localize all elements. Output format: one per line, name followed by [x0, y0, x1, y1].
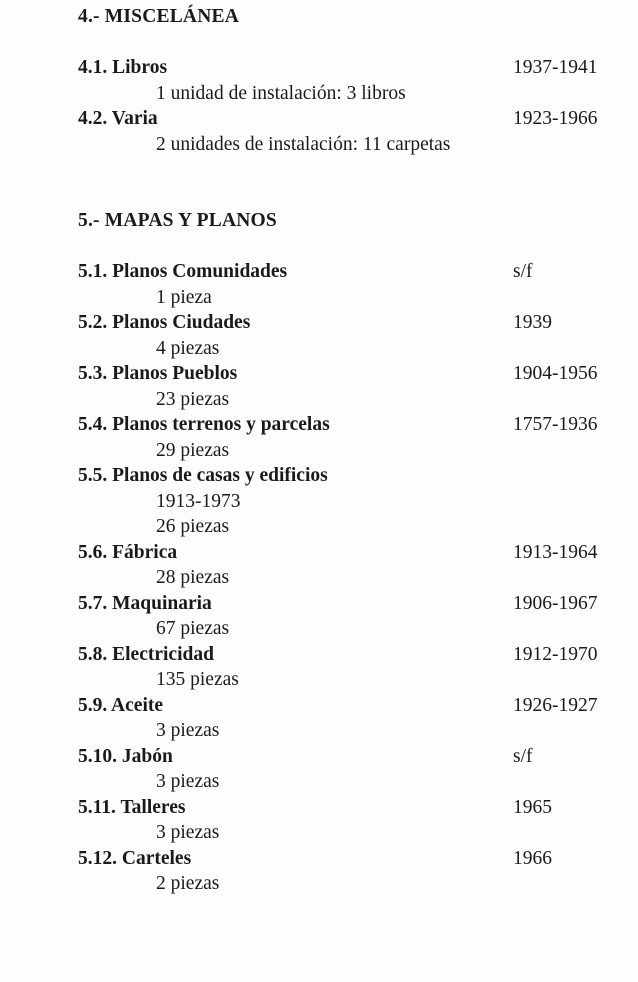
entry-row	[78, 310, 628, 336]
entry-date: 1966	[513, 847, 552, 869]
entry-date: 1926-1927	[513, 694, 598, 716]
entry-row	[78, 463, 628, 489]
entry-date: s/f	[513, 745, 533, 767]
entry-row	[78, 795, 628, 821]
entry-date: 1939	[513, 312, 552, 333]
inventory-section	[78, 208, 628, 897]
entry-date: 1906-1967	[513, 592, 598, 614]
entry-row	[78, 744, 628, 770]
entry-detail: 29 piezas	[156, 439, 230, 461]
entry-detail: 2 unidades de instalación: 11 carpetas	[156, 133, 451, 155]
entry-title: 5.9. Aceite	[78, 694, 164, 716]
entry-row	[78, 693, 628, 719]
entry-title: 5.1. Planos Comunidades	[78, 261, 288, 282]
entry-date: 1913-1964	[513, 541, 598, 563]
inventory-section	[78, 4, 628, 157]
entry-detail: 4 piezas	[156, 337, 220, 359]
entry-row	[78, 259, 628, 285]
entry-title: 5.6. Fábrica	[78, 541, 178, 563]
entry-date: 1904-1956	[513, 363, 598, 384]
entry-detail: 28 piezas	[156, 567, 230, 588]
entry-title: 5.7. Maquinaria	[78, 592, 212, 614]
entry-title: 5.11. Talleres	[78, 796, 186, 818]
entry-row	[78, 361, 628, 387]
entry-row	[78, 540, 628, 566]
entry-detail: 1 pieza	[156, 286, 212, 308]
section-heading: 4.- MISCELÁNEA	[78, 6, 239, 27]
entry-title: 5.3. Planos Pueblos	[78, 363, 238, 384]
entry-row	[78, 591, 628, 617]
entry-detail: 2 piezas	[156, 873, 220, 894]
entry-detail: 1913-1973	[156, 490, 241, 512]
entry-row	[78, 55, 628, 81]
entry-row	[78, 642, 628, 668]
entry-row	[78, 846, 628, 872]
entry-date: 1757-1936	[513, 414, 598, 435]
entry-detail: 1 unidad de instalación: 3 libros	[156, 82, 406, 104]
entry-date: 1965	[513, 796, 552, 818]
entry-row	[78, 106, 628, 132]
entry-title: 4.2. Varia	[78, 108, 158, 129]
entry-date: s/f	[513, 261, 533, 282]
entry-date: 1923-1966	[513, 108, 598, 129]
entry-row	[78, 412, 628, 438]
entry-detail: 3 piezas	[156, 720, 220, 741]
entry-detail: 135 piezas	[156, 669, 239, 690]
entry-detail: 3 piezas	[156, 771, 220, 792]
section-heading: 5.- MAPAS Y PLANOS	[78, 210, 277, 231]
entry-title: 5.12. Carteles	[78, 847, 192, 869]
entry-title: 5.2. Planos Ciudades	[78, 312, 251, 333]
entry-detail: 26 piezas	[156, 516, 230, 537]
entry-detail: 67 piezas	[156, 618, 230, 639]
entry-title: 5.5. Planos de casas y edificios	[78, 465, 328, 486]
entry-date: 1937-1941	[513, 57, 598, 78]
entry-date: 1912-1970	[513, 643, 598, 665]
entry-detail: 3 piezas	[156, 822, 220, 843]
entry-title: 5.10. Jabón	[78, 745, 173, 767]
entry-title: 5.4. Planos terrenos y parcelas	[78, 414, 330, 435]
entry-detail: 23 piezas	[156, 388, 230, 410]
entry-title: 5.8. Electricidad	[78, 643, 214, 665]
entry-title: 4.1. Libros	[78, 57, 168, 78]
